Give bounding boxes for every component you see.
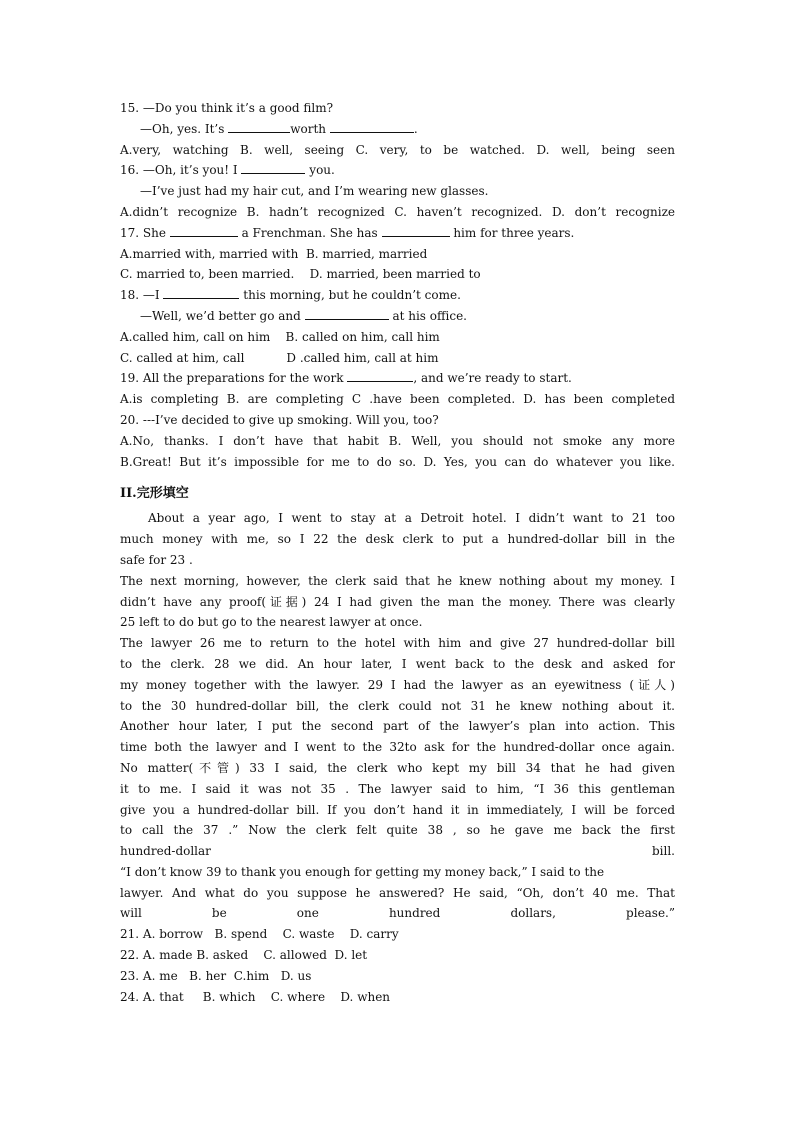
q15-stem: 15. —Do you think it’s a good film? (120, 101, 334, 115)
cloze-line: lawyer. And what do you suppose he answered? He said, “Oh, don’t 40 me. That (120, 885, 675, 900)
cloze-line: to call the 37 .” Now the clerk felt quite 38 , so he gave me back the first (120, 823, 675, 838)
cloze-line: to the 30 hundred-dollar bill, the clerk could not 31 he knew nothing about it. (120, 698, 675, 713)
q19-options: A.is completing B. are completing C .have been completed. D. has been completed (120, 392, 675, 407)
cloze-line: The next morning, however, the clerk said that he knew nothing about my money. I (120, 573, 675, 588)
cloze-line: “I don’t know 39 to thank you enough for getting my money back,” I said to the (120, 864, 605, 879)
cloze-line: my money together with the lawyer. 29 I had the lawyer as an eyewitness (证人) (120, 677, 675, 692)
q16-stem: 16. —Oh, it’s you! I you. (120, 163, 335, 178)
q18-options-cd: C. called at him, call D .called him, call at him (120, 350, 439, 365)
cloze-line: About a year ago, I went to stay at a Detroit hotel. I didn’t want to 21 too (148, 511, 675, 526)
section-heading: II.完形填空 (120, 486, 189, 502)
cloze-line: safe for 23 . (120, 552, 193, 567)
cloze-line: it to me. I said it was not 35 . The lawyer said to him, “I 36 this gentleman (120, 781, 675, 796)
q16-options: A.didn’t recognize B. hadn’t recognized C. haven’t recognized. D. don’t recognize (120, 204, 675, 219)
cloze-line: to the clerk. 28 we did. An hour later, I went back to the desk and asked for (120, 656, 675, 671)
q18-stem: 18. —I this morning, but he couldn’t come. (120, 288, 461, 303)
blank (382, 224, 450, 237)
cloze-line: didn’t have any proof(证据) 24 I had given the man the money. There was clearly (120, 594, 675, 609)
cloze-line: much money with me, so I 22 the desk clerk to put a hundred-dollar bill in the (120, 532, 675, 547)
blank (305, 307, 389, 320)
q18-options-ab: A.called him, call on him B. called on him, call him (120, 329, 440, 344)
cloze-option-24: 24. A. that B. which C. where D. when (120, 989, 391, 1004)
blank (241, 161, 305, 174)
q20-options-cd: B.Great! But it’s impossible for me to do so. D. Yes, you can do whatever you like. (120, 454, 675, 469)
cloze-option-22: 22. A. made B. asked C. allowed D. let (120, 948, 368, 963)
cloze-line: give you a hundred-dollar bill. If you don’t hand it in immediately, I will be forced (120, 802, 675, 817)
cloze-line: time both the lawyer and I went to the 32to ask for the hundred-dollar once again. (120, 740, 675, 755)
q17-options-cd: C. married to, been married. D. married, been married to (120, 267, 481, 282)
cloze-option-21: 21. A. borrow B. spend C. waste D. carry (120, 927, 399, 942)
blank (330, 120, 414, 133)
cloze-line: will be one hundred dollars, please.” (120, 906, 675, 921)
cloze-line: The lawyer 26 me to return to the hotel with him and give 27 hundred-dollar bill (120, 636, 675, 651)
cloze-line: hundred-dollar bill. (120, 844, 675, 859)
cloze-line: No matter(不管) 33 I said, the clerk who kept my bill 34 that he had given (120, 760, 675, 775)
cloze-line: 25 left to do but go to the nearest lawyer at once. (120, 615, 423, 630)
cloze-line: Another hour later, I put the second part of the lawyer’s plan into action. This (120, 719, 675, 734)
cloze-option-23: 23. A. me B. her C.him D. us (120, 968, 312, 983)
exam-content (120, 98, 675, 1007)
q17-stem: 17. She a Frenchman. She has him for three years. (120, 225, 575, 240)
blank (170, 224, 238, 237)
q18-reply: —Well, we’d better go and at his office. (140, 308, 467, 323)
q17-options-ab: A.married with, married with B. married, married (120, 246, 428, 261)
q20-options-ab: A.No, thanks. I don’t have that habit B. Well, you should not smoke any more (120, 433, 675, 448)
blank (163, 286, 239, 299)
q16-reply: —I’ve just had my hair cut, and I’m wearing new glasses. (140, 184, 489, 199)
blank (347, 369, 413, 382)
q15-options: A.very, watching B. well, seeing C. very, to be watched. D. well, being seen (120, 142, 675, 157)
q15-reply: —Oh, yes. It’s worth . (140, 121, 418, 136)
blank (228, 120, 290, 133)
q20-stem: 20. ---I’ve decided to give up smoking. Will you, too? (120, 412, 439, 427)
q19-stem: 19. All the preparations for the work , and we’re ready to start. (120, 371, 572, 386)
